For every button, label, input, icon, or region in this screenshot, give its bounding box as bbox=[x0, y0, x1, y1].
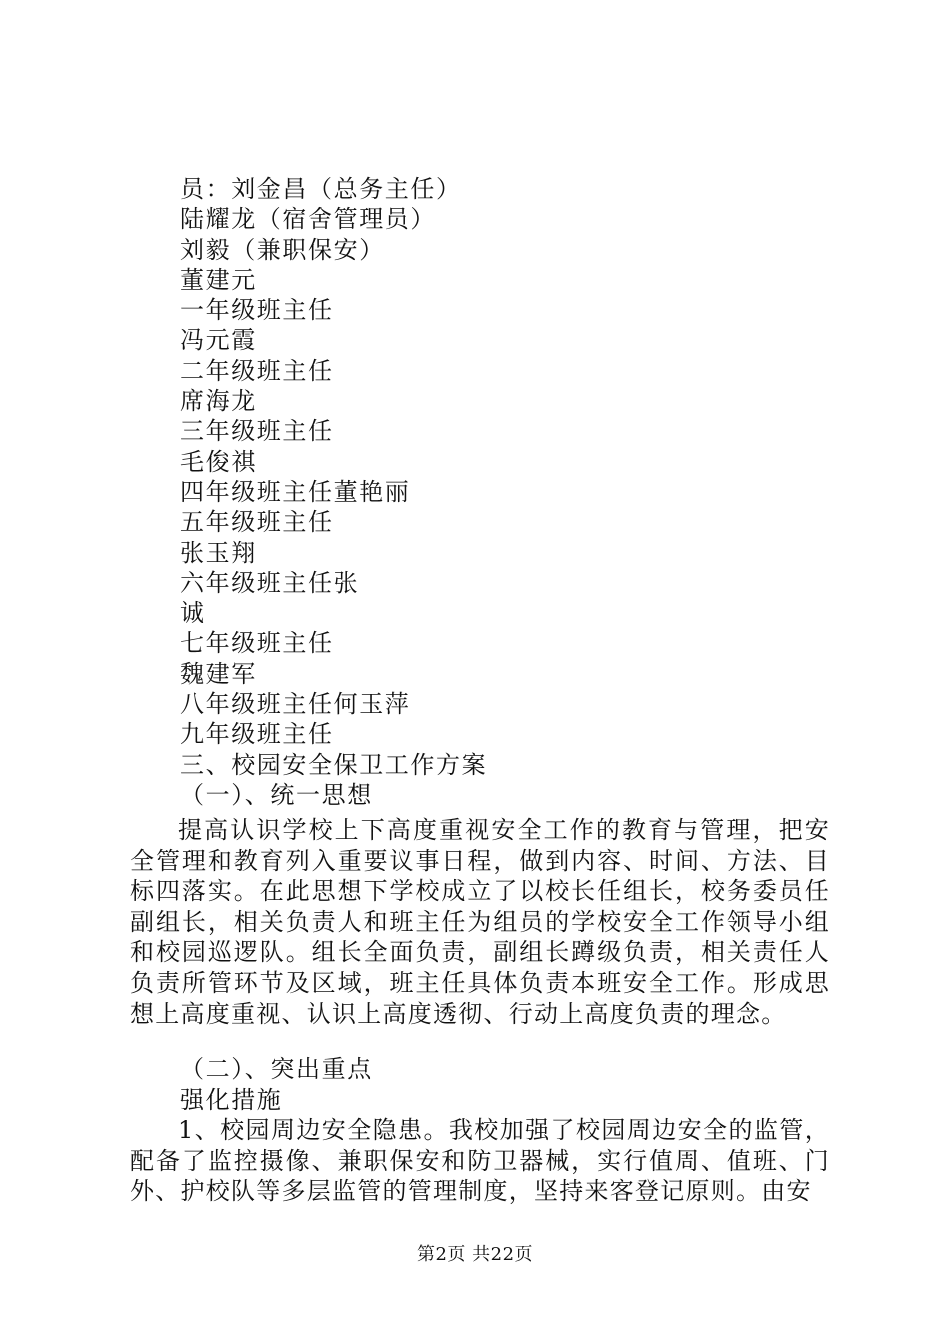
text-line: 魏建军 bbox=[180, 659, 257, 688]
text-line: 员：刘金昌（总务主任） bbox=[180, 175, 462, 203]
paragraph-campus-perimeter: 1、校园周边安全隐患。我校加强了校园周边安全的监管，配备了监控摄像、兼职保安和防卫器械，实行值周、值班、门外、护校队等多层监管的管理制度，坚持来客登记原则。由安 bbox=[130, 1116, 830, 1206]
text-line: 九年级班主任 bbox=[180, 720, 334, 749]
subsection-heading-continued: 强化措施 bbox=[180, 1086, 283, 1114]
text-line: 诚 bbox=[180, 599, 206, 628]
subsection-heading: （一）、统一思想 bbox=[180, 780, 373, 809]
text-line: 冯元霞 bbox=[180, 326, 257, 355]
text-line: 二年级班主任 bbox=[180, 356, 334, 385]
paragraph-unify-thinking: 提高认识学校上下高度重视安全工作的教育与管理，把安全管理和教育列入重要议事日程，做到内容、时间、方法、目标四落实。在此思想下学校成立了以校长任组长，校务委员任副组长，相关负责人和班主任为组员的学校安全工作领导小组和校园巡逻队。组长全面负责，副组长蹲级负责，相关责任人负责所管环节及区域，班主任具体负责本班安全工作。形成思想上高度重视、认识上高度透彻、行动上高度负责的理念。 bbox=[130, 816, 830, 1028]
text-line: 八年级班主任何玉萍 bbox=[180, 690, 411, 719]
text-line: 刘毅（兼职保安） bbox=[180, 235, 385, 264]
text-line: 毛俊祺 bbox=[180, 447, 257, 476]
text-line: 张玉翔 bbox=[180, 538, 257, 567]
text-line: 四年级班主任董艳丽 bbox=[180, 477, 411, 506]
text-line: 六年级班主任张 bbox=[180, 568, 360, 597]
text-line: 五年级班主任 bbox=[180, 508, 334, 537]
text-line: 七年级班主任 bbox=[180, 629, 334, 658]
section-heading: 三、校园安全保卫工作方案 bbox=[180, 750, 488, 779]
page-footer: 第2页 共22页 bbox=[416, 1244, 534, 1265]
text-line: 陆耀龙（宿舍管理员） bbox=[180, 205, 436, 234]
line-list bbox=[180, 174, 830, 810]
text-line: 董建元 bbox=[180, 265, 257, 294]
subsection-heading: （二）、突出重点 bbox=[180, 1055, 373, 1083]
text-line: 一年级班主任 bbox=[180, 296, 334, 325]
text-line: 席海龙 bbox=[180, 387, 257, 416]
text-line: 三年级班主任 bbox=[180, 417, 334, 446]
